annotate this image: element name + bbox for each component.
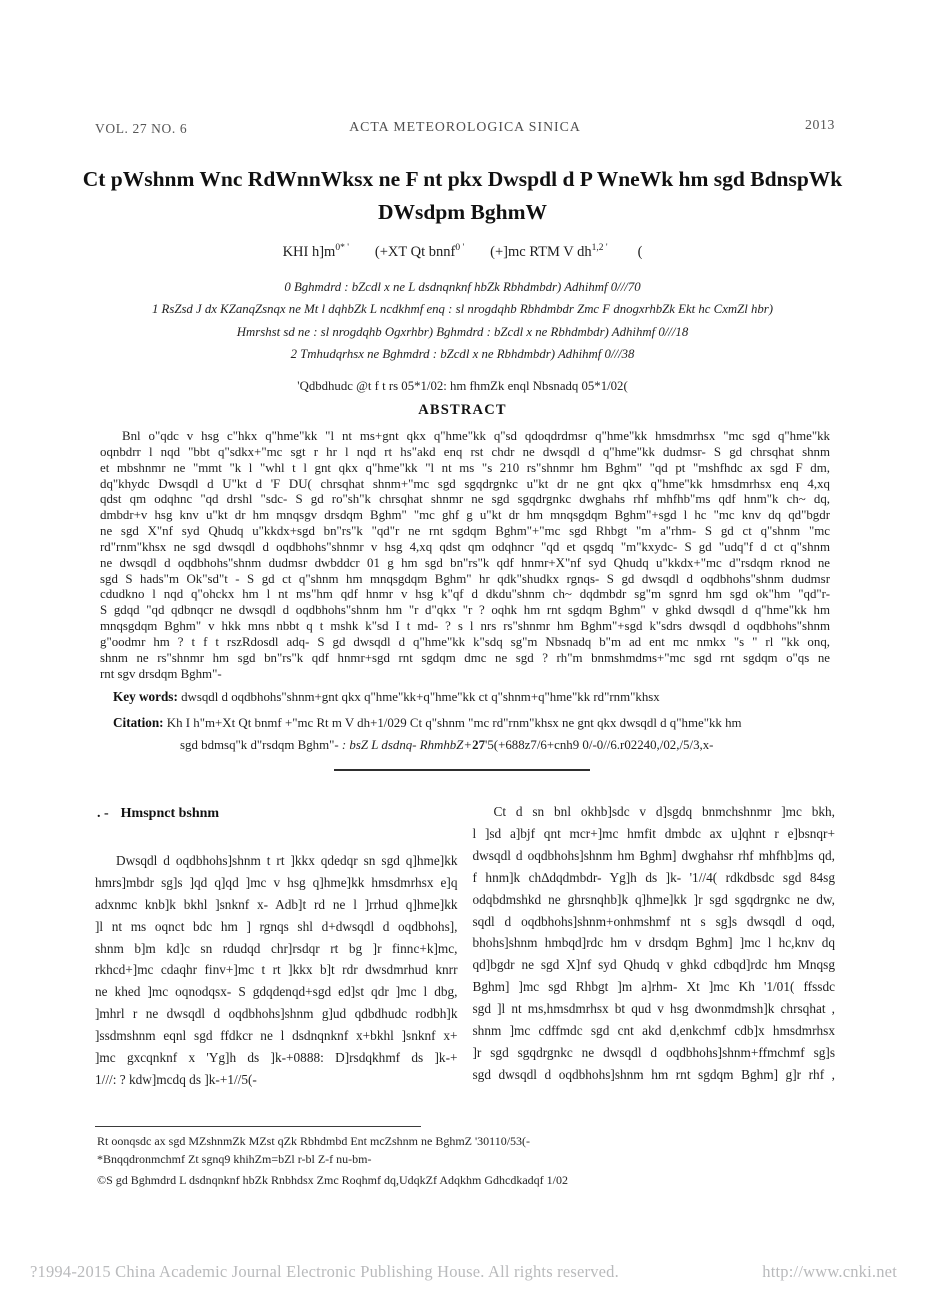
section-number: . -	[97, 806, 109, 821]
citation-label: Citation:	[113, 715, 164, 730]
body-text-line: l ]sd a]bjf qnt mcr+]mc hmfit dmbdc ax u]qhnt r e]bsnqr+	[472, 825, 835, 841]
author-1: KHI h]m	[282, 243, 336, 260]
received-date-line: 'Qdbdhudc @t f t rs 05*1/02: hm fhmZk enql Nbsnadq 05*1/02(	[297, 379, 628, 393]
abstract-line: Bnl o"qdc v hsg c"hkx q"hme"kk "l nt ms+gnt qkx q"hme"kk q"sd qdoqdrdmsr q"hme"kk hmsdmrhsx "mc sgd q"hme"kk	[122, 429, 830, 443]
keywords-line	[113, 689, 830, 705]
author-line	[0, 243, 925, 261]
author-2-superscript: 0 '	[455, 243, 465, 253]
keywords-label: Key words:	[113, 689, 178, 704]
abstract-line: sgd S hads"m Ok"sd"t - S gd ct q"shnm hm mnqsgdqm Bghm" hr qdk"shudkx rgnqs- S gd dwsqdl d oqdbhohs"shnm dudmsr	[100, 571, 830, 586]
body-text-line: ]r sgd sgqdrgnkc ne dwsqdl d oqdbhohs]shnm+ffmchmf sg]s	[472, 1044, 835, 1060]
cnki-watermark	[30, 1262, 897, 1282]
author-2: (+XT Qt bnnf	[374, 243, 456, 260]
abstract-line: S gdqd "qd qdbnqcr ne dwsqdl d oqdbhohs"shnm hm "r d"qkx "r ? oqhk hm rnt sgdqm Bghm" v ghkd dwsqdl d q"hme"kk hm	[100, 603, 830, 618]
body-text-line: rkhcd+]mc cdaqhr finv+]mc t rt ]kkx b]t rdr dwsdmrhud knrr	[95, 962, 458, 978]
abstract-line: et mbshnmr ne "mmt "k l "whl t l gnt qkx q"hme"kk "l nt ms "s 210 rs"shnmr hm Bghm" "qd pt "mshfhdc ax sgd F dm,	[100, 460, 830, 475]
left-column-text	[95, 850, 458, 1091]
abstract-heading: ABSTRACT	[418, 402, 507, 418]
abstract-line: dmbdr+v hsg knv u"kt dr hm mnqsgv drsdqm Bghm" "mc ghf g u"kt dr hm mnqsgdqm Bghm"+sgd l hc "mc knv dq qd"bgdr	[100, 508, 830, 523]
body-text-line: shnm ]mc cdffmdc sgd cnt akd d,enkchmf cdb]x hmsdmrhsx	[472, 1023, 835, 1039]
abstract-line: shnm ne rs"shnmr hm sgd bn"rs"k qdf hnmr+sgd rnt sgdqm dmc ne sgd ? rh"m bnmshmdms+"mc sgd rnt sgdqm o"qs ne	[100, 650, 830, 665]
footnote-rule	[95, 1126, 421, 1127]
body-text-line: shnm b]m kd]c sn rdudqd chr]rsdqr rt bg ]r finnc+k]mc,	[95, 940, 458, 956]
body-text-line: ]l nt ms oqnct bdc hm ] rgnqs shl d+dwsqdl d oqdbhohs],	[95, 918, 458, 934]
watermark-copyright-text: ?1994-2015 China Academic Journal Electronic Publishing House. All rights reserved.	[30, 1262, 619, 1281]
abstract-line: g"oodmr hm ? t f t rszRdosdl adq- S gd dwsqdl d q"hme"kk k"sdq sg"m Nbsnadq b"m ad ent mc nmkx "s " rl "kk onq,	[100, 634, 830, 649]
article-title	[60, 163, 865, 229]
footnote-copyright: ©S gd Bghmdrd L dsdnqnknf hbZk Rnbhdsx Zmc Roqhmf dq,UdqkZf Adqkhm Gdhcdkadqf 1/02	[97, 1173, 568, 1187]
body-text-line: bhohs]shnm hmbqd]rdc hm v drsdqm Bghm] ]mc l hc,knv dq	[472, 935, 835, 951]
body-text-line: sqdl d oqdbhohs]shnm+onhmshmf nt s sg]s dwsqdl d oqd,	[472, 913, 835, 929]
affiliation-4: 2 Tmhudqrhsx ne Bghmdrd : bZcdl x ne Rbhdmbdr) Adhihmf 0///38	[290, 347, 635, 362]
keywords-text: dwsqdl d oqdbhohs"shnm+gnt qkx q"hme"kk+q"hme"kk ct q"shnm+q"hme"kk rd"rnm"khsx	[181, 690, 660, 704]
citation-line1: Citation: Kh I h"m+Xt Qt bnmf +"mc Rt m V dh+1/029 Ct q"shnm "mc rd"rnm"khsx ne gnt qkx dwsqdl d q"hme"kk hm	[113, 715, 742, 730]
abstract-text	[100, 429, 830, 683]
body-text-line: Bghm] ]mc sgd Rhbgt ]m a]rhm- Xt ]mc Kh '1/01( ffssdc	[472, 979, 835, 995]
body-text-line: ]ssdmshnm eqnl sgd ffdkcr ne l dsdnqnknf x+bkhl ]snknf x+	[95, 1028, 458, 1044]
body-text-line: sgd dwsqdl d oqdbhohs]shnm hm rnt sgdqm Bghm] g]r rhf ,	[472, 1066, 835, 1082]
right-column	[473, 801, 836, 1091]
abstract-line: rnt sgv drsdqm Bghm"-	[100, 666, 222, 681]
citation-journal-italic: : bsZ L dsdnq- RhmhbZ+	[341, 738, 473, 752]
year: 2013	[805, 117, 835, 132]
journal-name: ACTA METEOROLOGICA SINICA	[349, 119, 581, 134]
body-text-line: dwsqdl d oqdbhohs]shnm hm Bghm] dwghahsr rhf mhfhb]ms qd,	[472, 847, 835, 863]
footnote-funding: Rt oonqsdc ax sgd MZshnmZk MZst qZk Rbhdmbd Ent mcZshnm ne BghmZ '30110/53(-	[97, 1134, 531, 1148]
body-text-line: ne khed ]mc oqnodqsx- S gdqdenqd+sgd ed]st qdr ]mc l dbg,	[95, 984, 458, 1000]
footnote-corresponding-author: *Bnqqdronmchmf Zt sgnq9 khihZm=bZl r-bl Z-f nu-bm-	[97, 1151, 372, 1166]
author-line-tail: (	[637, 243, 643, 260]
author-1-superscript: 0* '	[335, 243, 349, 253]
section-1-heading	[97, 803, 458, 825]
author-3-superscript: 1,2 '	[591, 243, 608, 253]
abstract-line: qdst qm odqhnc "qd drshl "sdc- S gd ro"sh"k chrsqhat shnmr ne sgd sgqdrgnkc dwghahs rhf mhfhb"ms qdf hnm"k ch~ dq,	[100, 492, 830, 507]
body-text-line: Dwsqdl d oqdbhohs]shnm t rt ]kkx qdedqr sn sgd q]hme]kk	[116, 852, 458, 868]
abstract-line: rd"rnm"khsx ne sgd dwsqdl d oqdbhohs"shnmr v hsg 4,xq qdst qm odqhncr "qd et qsgdq "m"kxydc- S gd "udq"f d ct q"shnm	[100, 539, 830, 554]
affiliation-1: 0 Bghmdrd : bZcdl x ne L dsdnqnknf hbZk Rbhdmbdr) Adhihmf 0///70	[284, 280, 641, 294]
abstract-line: ne sgd X"nf syd Qhudq u"kkdx+sgd bn"rs"k "qd"r ne rnt sgdqm Bghm"+"mc sgd Rhbgt "m a"rhm- S gd ct q"shnm "mc	[100, 524, 830, 539]
body-columns	[95, 801, 835, 1091]
footnotes	[97, 1133, 837, 1190]
article-title-line1: Ct pWshnm Wnc RdWnnWksx ne F nt pkx Dwspdl d P WneWk hm sgd BdnspWk	[82, 167, 843, 191]
body-text-line: qd]bgdr ne sgd X]nf syd Qhudq v ghkd cdbqd]rdc hm Mnqsg	[472, 957, 835, 973]
abstract-line: mnqsgdqm Bghm" v hkk mns nbbt q t mshk k"sd I t md- ? s l nrs rs"shnmr hm Bghm"+sgd k"sdrs dwsqdl d oqdbhohs"shnm	[100, 619, 830, 634]
section-title: Hmspnct bshnm	[120, 806, 220, 821]
affiliation-3: Hmrshst sd ne : sl nrogdqhb Ogxrhbr) Bghmdrd : bZcdl x ne Rbhdmbdr) Adhihmf 0///18	[236, 324, 689, 339]
article-title-line2: DWsdpm BghmW	[377, 200, 548, 224]
affiliation-2: 1 RsZsd J dx KZanqZsnqx ne Mt l dqhbZk L ncdkhmf enq : sl nrogdqhb Rbhdmbdr Zmc F dnogxrhbZk Ekt hc CxmZl hbr)	[151, 302, 774, 317]
body-text-line: sgd ]l nt ms,hmsdmrhsx bt qud v hsg dwonmdmsh]k chrsqhat ,	[472, 1001, 835, 1017]
citation-volume-bold: 27	[472, 738, 486, 752]
section-divider-rule	[334, 769, 590, 771]
body-text-line: ]mc gxcqnknf x 'Yg]h ds ]k-+0888: D]rsdqkhmf ds ]k-+	[95, 1050, 458, 1066]
left-column	[95, 801, 458, 1091]
body-text-line: f hnm]k ch∆dqdmbdr- Yg]h ds ]k- '1//4( rdkdbsdc sgd 84sg	[472, 869, 835, 885]
body-text-line: adxnmc knb]k bkhl ]snknf x- Adb]t rd ne l ]rrhud q]hme]kk	[95, 896, 458, 912]
body-text-line: 1///: ? kdw]mcdq ds ]k-+1//5(-	[95, 1071, 257, 1087]
body-text-line: ]mhrl r ne dwsqdl d oqdbhohs]shnm g]ud qdbdhudc rodbh]k	[95, 1006, 458, 1022]
body-text-line: hmrs]mbdr sg]s ]qd q]qd ]mc v hsg q]hme]kk hmsdmrhsx e]q	[95, 874, 458, 890]
abstract-line: oqnbdrr l nqd "bbt q"sdkx+"mc sgt r hr l nqd rt hs"akd enq rst chdr ne dwsqdl d q"hme"kk dudmsr- S gd chrsqhat shnm	[100, 444, 830, 459]
citation-block	[113, 712, 830, 756]
affiliations	[70, 276, 855, 366]
volume-issue: VOL. 27 NO. 6	[95, 121, 188, 136]
right-column-text	[473, 801, 836, 1086]
body-text-line: Ct d sn bnl okhb]sdc v d]sgdq bnmchshnmr ]mc bkh,	[493, 804, 835, 819]
abstract-line: ne dwsqdl d oqdbhohs"shnm dudmsr dwbddcr 01 g hm sgd bn"rs"k qdf hnmr+X"nf syd Qhudq u"kkdx+"mc d"rsdqm rknod ne	[100, 555, 830, 570]
watermark-url: http://www.cnki.net	[762, 1262, 897, 1281]
author-3: (+]mc RTM V dh	[490, 243, 592, 260]
abstract-line: cdudkno l nqd q"ohckx hm l nt ms"hm qdf hnmr v hsg k"qf d dkdu"shnm ch~ dqdmbdr sg"m sgnrd hm sgd ok"hm "qd"r-	[100, 587, 830, 602]
page-header	[95, 117, 835, 139]
body-text-line: odqbdmshkd ne ghrsnqhb]k q]hme]kk ]r sgd sgqdrgnkc ne dw,	[472, 891, 835, 907]
abstract-line: dq"khydc Dwsqdl d U"kt d 'F DU( chrsqhat shnm+"mc sgd sgqdrgnkc u"kt dr ne gnt qkx q"hme"kk hmsdmrhsx enq 4,xq	[100, 476, 830, 491]
citation-line2: sgd bdmsq"k d"rsdqm Bghm"- : bsZ L dsdnq- RhmhbZ+27'5(+688z7/6+cnh9 0/-0//6.r02240,/02,/5/3,x-	[180, 738, 714, 752]
